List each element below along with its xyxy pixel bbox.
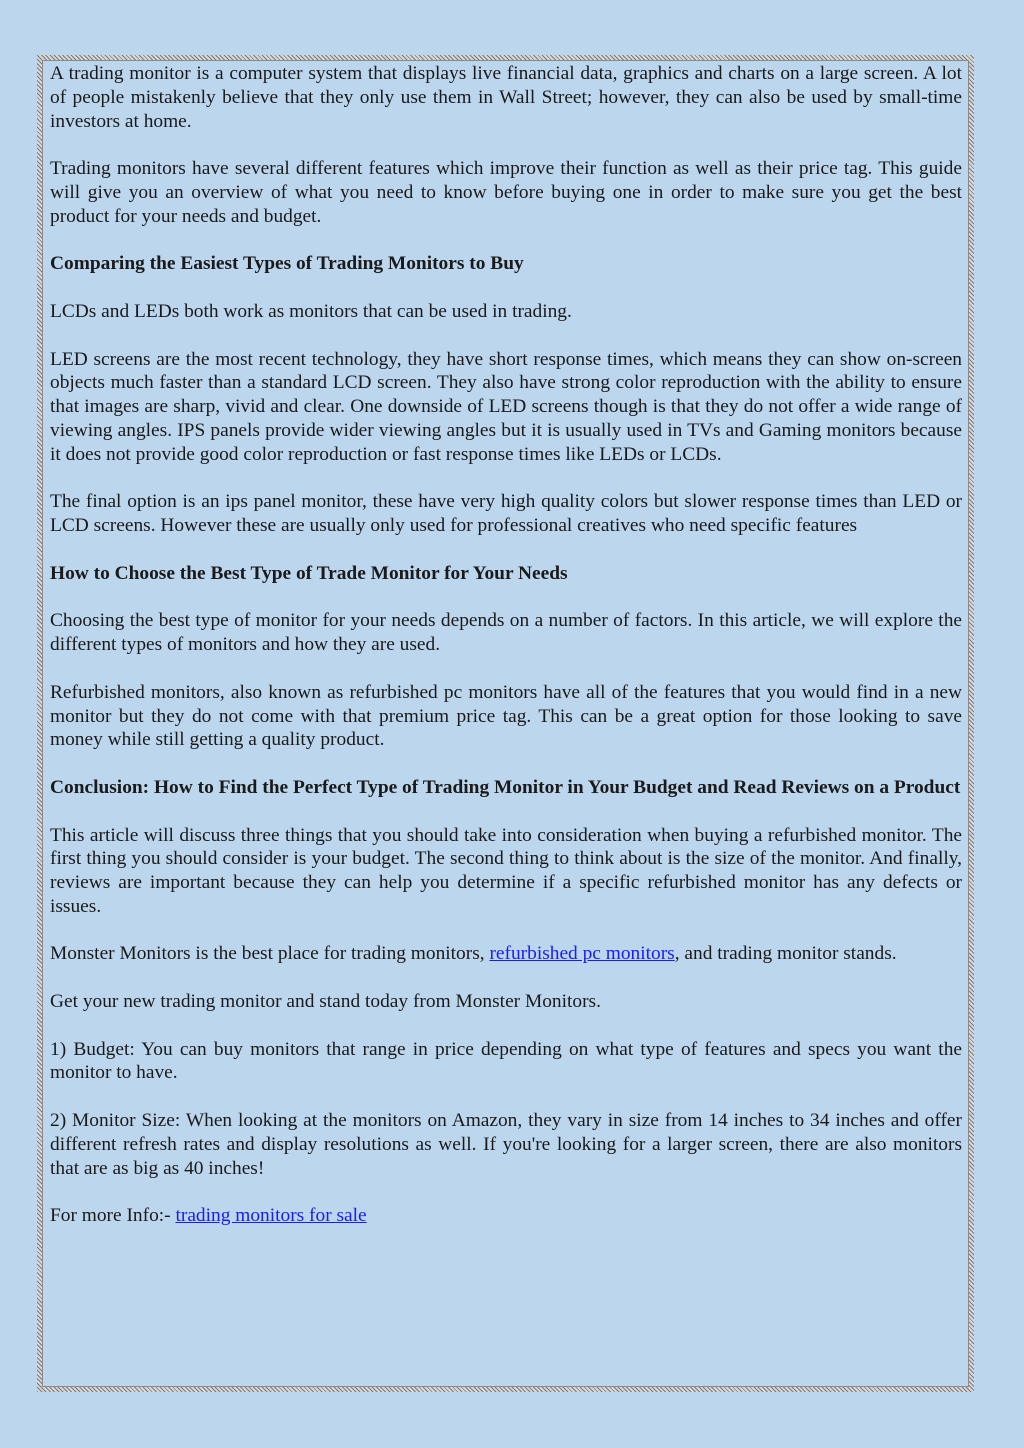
monster-monitors-text-after: , and trading monitor stands. (674, 943, 897, 965)
monster-monitors-paragraph (50, 942, 962, 966)
document-body (50, 62, 962, 1252)
more-info-label: For more Info:- (50, 1205, 176, 1227)
choosing-paragraph: Choosing the best type of monitor for your needs depends on a number of factors. In this article, we will explore the different types of monitors and how they are used. (50, 610, 962, 656)
refurbished-paragraph: Refurbished monitors, also known as refurbished pc monitors have all of the features that you would find in a new monitor but they do not come with that premium price tag. This can be a great option for those looking to save money while still getting a quality product. (50, 681, 962, 751)
section-heading-choose: How to Choose the Best Type of Trade Monitor for Your Needs (50, 562, 568, 584)
ips-panel-paragraph: The final option is an ips panel monitor, these have very high quality colors but slower response times than LED or LCD screens. However these are usually only used for professional creatives who need specific features (50, 491, 962, 537)
monitor-size-paragraph: 2) Monitor Size: When looking at the monitors on Amazon, they vary in size from 14 inches to 34 inches and offer different refresh rates and display resolutions as well. If you're looking for a larger screen, there are also monitors that are as big as 40 inches! (50, 1110, 962, 1179)
get-monitor-paragraph: Get your new trading monitor and stand today from Monster Monitors. (50, 991, 601, 1013)
more-info-paragraph (50, 1204, 962, 1228)
trading-monitors-for-sale-link[interactable]: trading monitors for sale (175, 1205, 367, 1227)
monster-monitors-text-before: Monster Monitors is the best place for trading monitors, (50, 943, 490, 965)
features-paragraph: Trading monitors have several different features which improve their function as well as their price tag. This guide will give you an overview of what you need to know before buying one in order to make sure you get the best product for your needs and budget. (50, 158, 962, 227)
conclusion-paragraph: This article will discuss three things that you should take into consideration when buying a refurbished monitor. The first thing you should consider is your budget. The second thing to think about is the size of the monitor. And finally, reviews are important because they can help you determine if a specific refurbished monitor has any defects or issues. (50, 824, 962, 917)
section-heading-conclusion: Conclusion: How to Find the Perfect Type of Trading Monitor in Your Budget and Read Reviews on a Product (50, 776, 961, 798)
budget-paragraph: 1) Budget: You can buy monitors that range in price depending on what type of features and specs you want the monitor to have. (50, 1038, 962, 1084)
led-screens-paragraph: LED screens are the most recent technology, they have short response times, which means they can show on-screen objects much faster than a standard LCD screen. They also have strong color reproduction with the ability to ensure that images are sharp, vivid and clear. One downside of LED screens though is that they do not offer a wide range of viewing angles. IPS panels provide wider viewing angles but it is usually used in TVs and Gaming monitors because it does not provide good color reproduction or fast response times like LEDs or LCDs. (50, 348, 962, 465)
refurbished-pc-monitors-link[interactable]: refurbished pc monitors (489, 943, 675, 965)
lcd-led-paragraph: LCDs and LEDs both work as monitors that can be used in trading. (50, 300, 572, 322)
section-heading-comparing: Comparing the Easiest Types of Trading Monitors to Buy (50, 253, 524, 275)
intro-paragraph: A trading monitor is a computer system that displays live financial data, graphics and charts on a large screen. A lot of people mistakenly believe that they only use them in Wall Street; however, they can also be used by small-time investors at home. (50, 63, 962, 132)
